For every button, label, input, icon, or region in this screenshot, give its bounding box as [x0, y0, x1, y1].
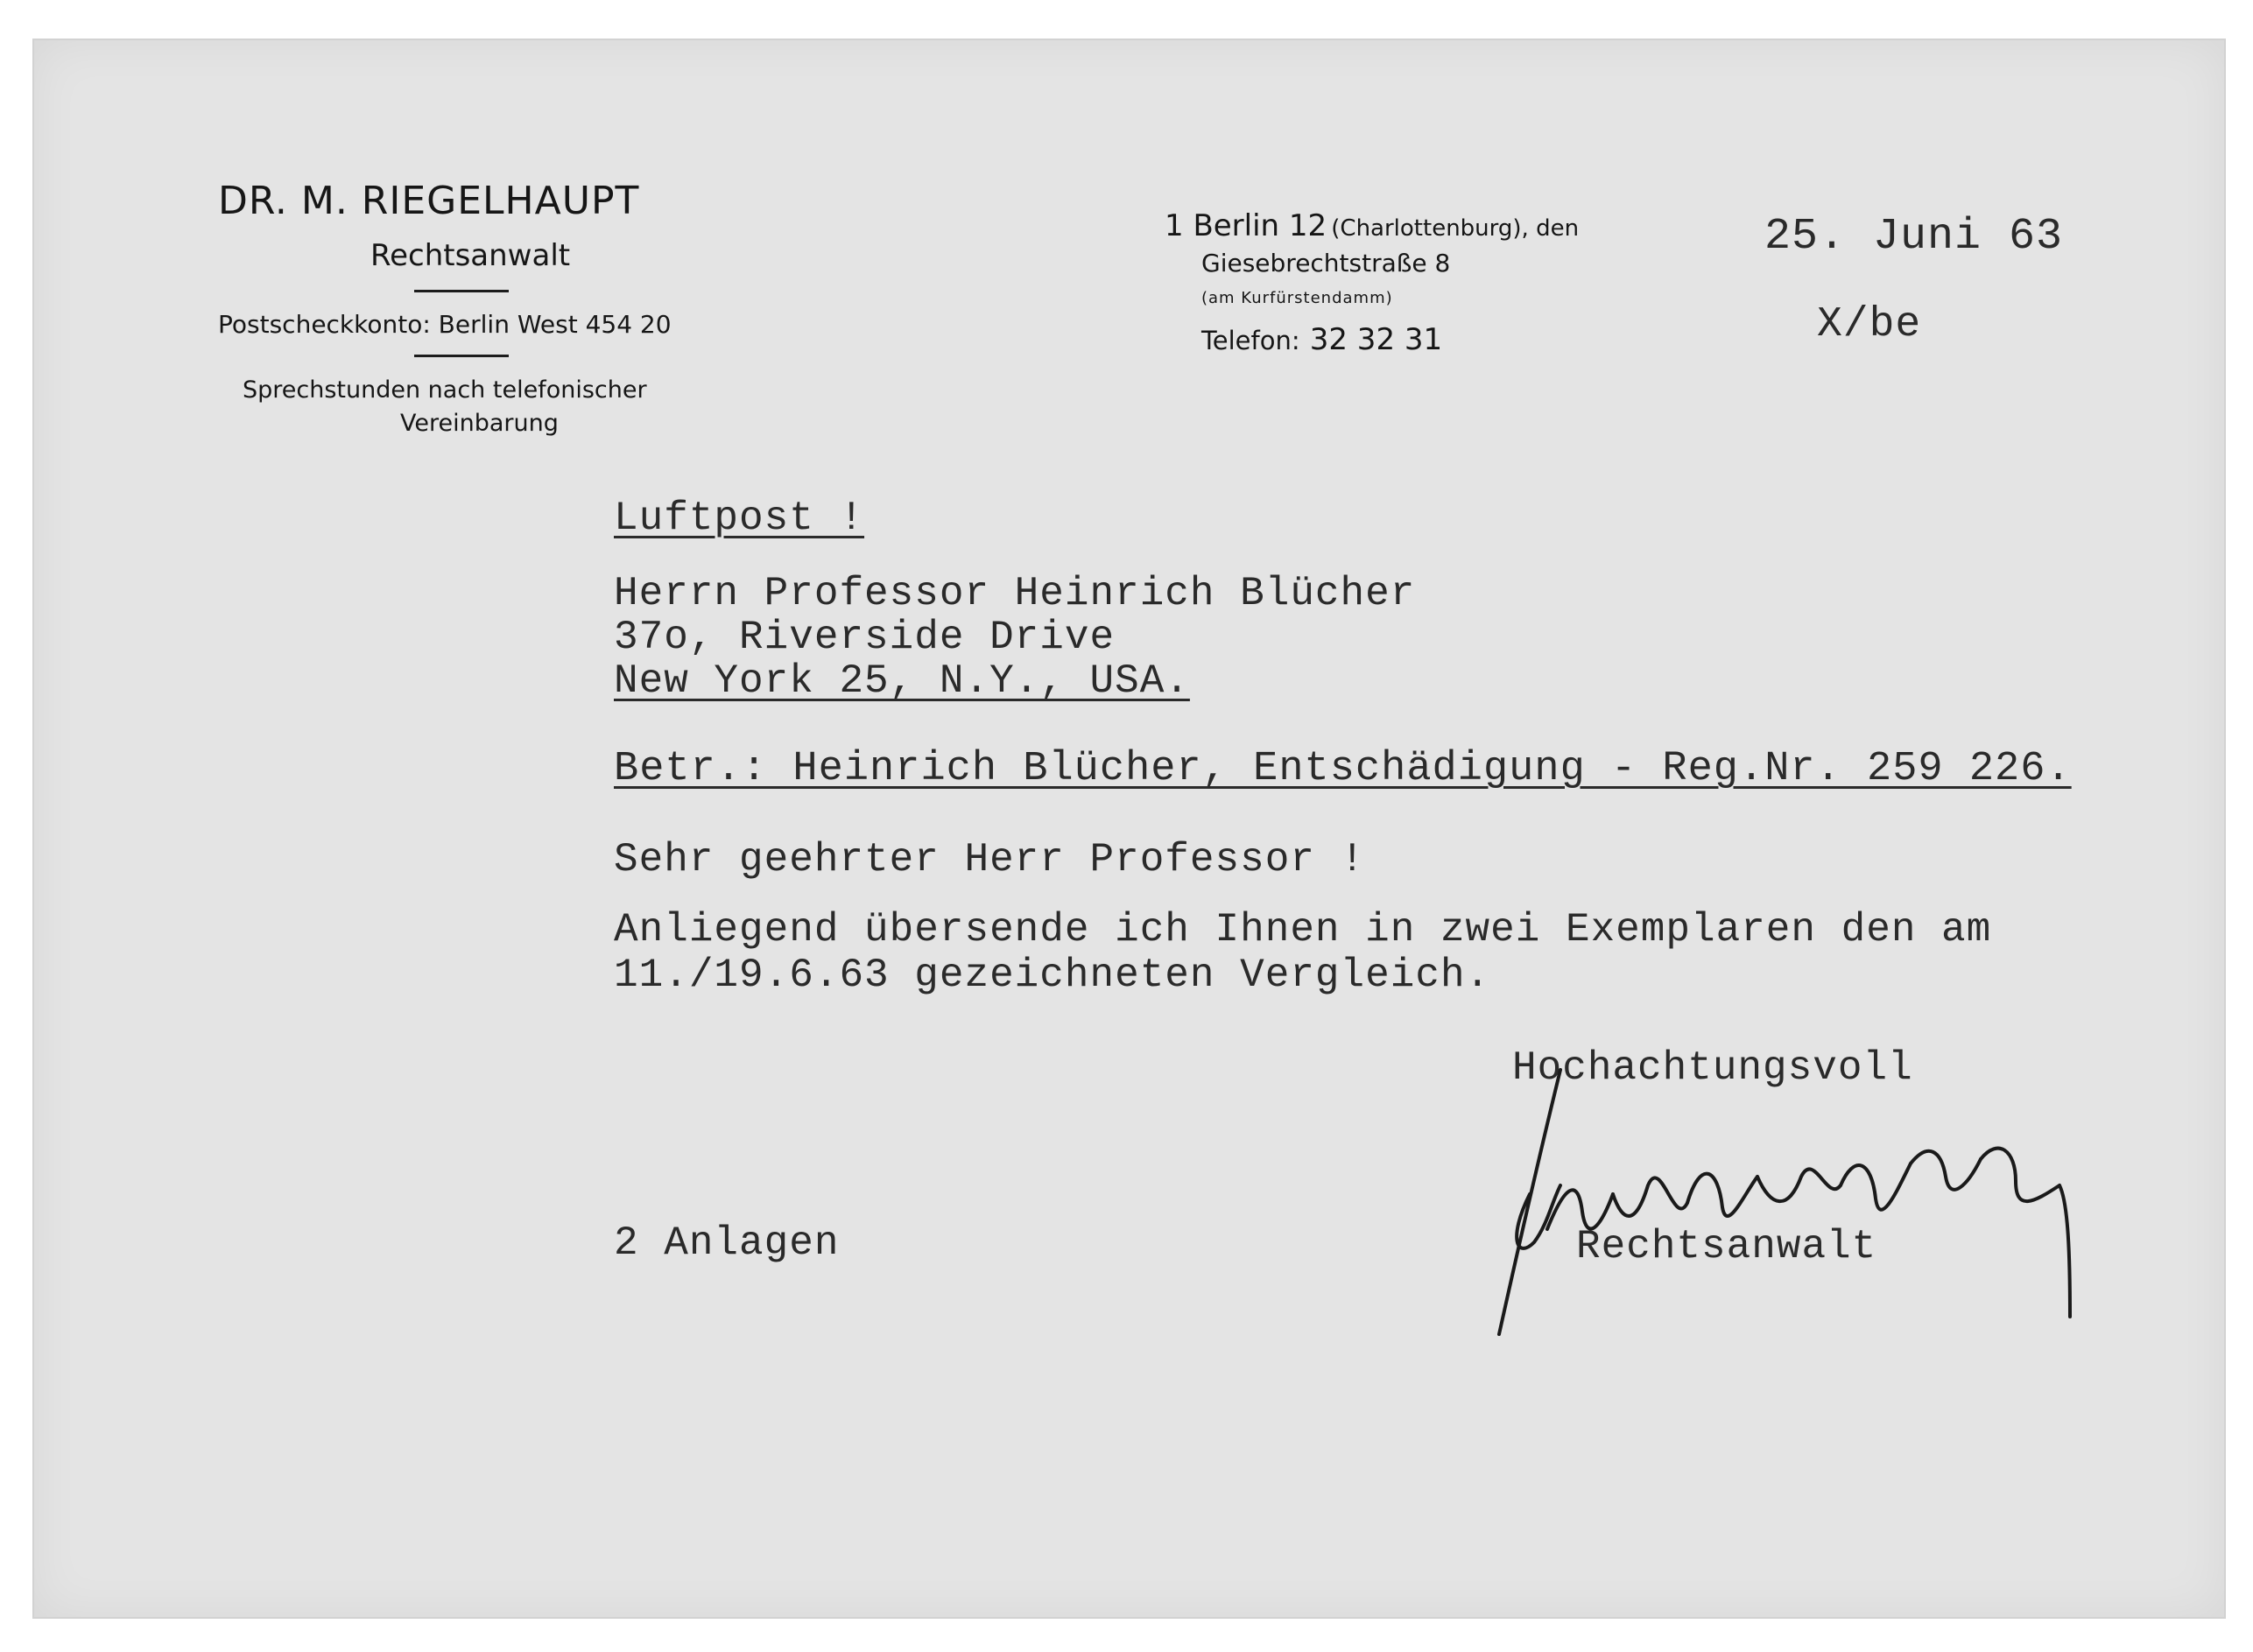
signer-title: Rechtsanwalt	[1576, 1224, 1877, 1269]
letterhead-hours-line2: Vereinbarung	[400, 410, 559, 437]
subject-line: Betr.: Heinrich Blücher, Entschädigung - Reg.Nr. 259 226.	[614, 746, 2072, 792]
body-line-2: 11./19.6.63 gezeichneten Vergleich.	[614, 953, 1491, 998]
letter-page	[32, 39, 2226, 1619]
airmail-note: Luftpost !	[614, 496, 865, 541]
letterhead-hours-line1: Sprechstunden nach telefonischer	[243, 376, 647, 404]
address-city-line	[1165, 208, 1579, 243]
letterhead-divider-1	[414, 290, 509, 292]
handwritten-signature	[1455, 1054, 2156, 1369]
salutation: Sehr geehrter Herr Professor !	[614, 837, 1366, 882]
address-street: Giesebrechtstraße 8	[1201, 249, 1451, 278]
address-phone-line	[1201, 322, 1442, 357]
letter-date: 25. Juni 63	[1764, 212, 2064, 262]
address-note: (am Kurfürstendamm)	[1201, 289, 1393, 307]
phone-number: 32 32 31	[1309, 322, 1443, 357]
letter-reference: X/be	[1817, 301, 1922, 348]
letterhead-name: DR. M. RIEGELHAUPT	[218, 179, 640, 223]
letterhead-divider-2	[414, 355, 509, 357]
enclosures: 2 Anlagen	[614, 1220, 840, 1266]
phone-label: Telefon:	[1201, 326, 1300, 355]
closing: Hochachtungsvoll	[1512, 1045, 1913, 1091]
address-city: 1 Berlin 12	[1165, 208, 1327, 243]
recipient-line-1: Herrn Professor Heinrich Blücher	[614, 571, 1416, 616]
letterhead-postscheck: Postscheckkonto: Berlin West 454 20	[218, 310, 672, 339]
address-district: (Charlottenburg), den	[1331, 215, 1580, 242]
letterhead-title: Rechtsanwalt	[370, 238, 571, 273]
body-line-1: Anliegend übersende ich Ihnen in zwei Exemplaren den am	[614, 907, 1992, 953]
recipient-line-3: New York 25, N.Y., USA.	[614, 658, 1190, 704]
recipient-line-2: 37o, Riverside Drive	[614, 615, 1116, 660]
